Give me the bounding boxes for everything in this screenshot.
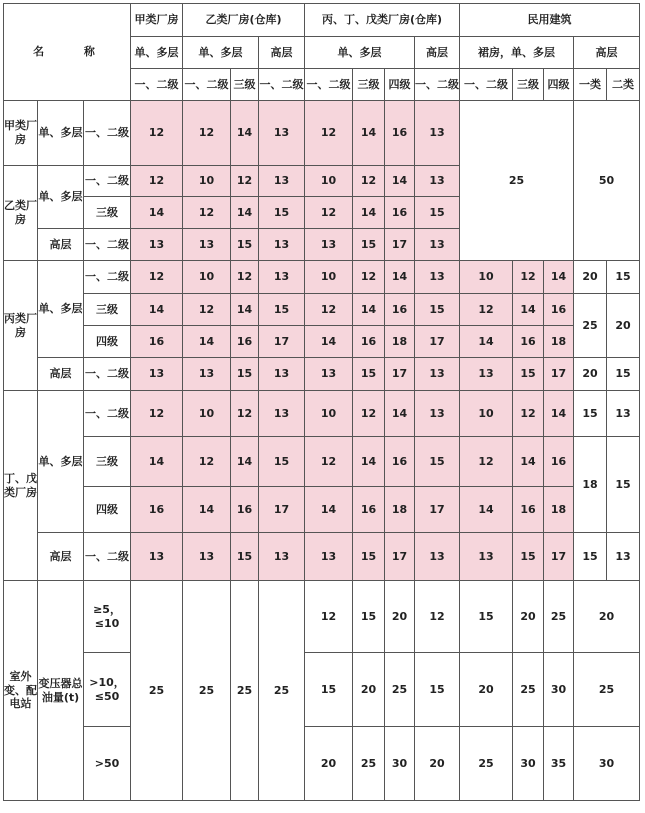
value-cell: 16 [231,326,259,358]
value-cell: 10 [305,166,353,197]
value-cell: 30 [385,727,415,801]
value-cell: 13 [305,229,353,261]
row-label-grade: 一、二级 [84,101,131,166]
value-cell: 14 [353,101,385,166]
value-cell: 12 [131,391,183,437]
value-cell: 14 [131,294,183,326]
merged-value-cell: 25 [131,581,183,801]
value-cell: 15 [460,581,513,653]
value-cell: 12 [305,437,353,487]
merged-value-cell: 25 [574,294,607,358]
class-header: 二类 [607,69,640,101]
value-cell: 14 [183,487,231,533]
row-label-oil: >50 [84,727,131,801]
value-cell: 12 [305,294,353,326]
value-cell: 13 [259,229,305,261]
value-cell: 13 [183,229,231,261]
value-cell: 20 [385,581,415,653]
value-cell: 25 [544,581,574,653]
value-cell: 12 [353,166,385,197]
value-cell: 14 [513,294,544,326]
value-cell: 13 [607,533,640,581]
value-cell: 12 [183,294,231,326]
value-cell: 12 [183,437,231,487]
value-cell: 12 [183,197,231,229]
value-cell: 14 [183,326,231,358]
value-cell: 13 [415,261,460,294]
table-row [4,533,640,581]
value-cell: 14 [231,101,259,166]
value-cell: 15 [259,437,305,487]
value-cell: 14 [513,437,544,487]
value-cell: 13 [305,358,353,391]
value-cell: 13 [259,391,305,437]
name-header: 名 称 [4,4,131,101]
row-label-grade: 一、二级 [84,166,131,197]
class-header: 一类 [574,69,607,101]
grade-header: 三级 [513,69,544,101]
value-cell: 16 [231,487,259,533]
value-cell: 14 [131,437,183,487]
value-cell: 18 [385,487,415,533]
value-cell: 14 [231,197,259,229]
row-label-grade: 四级 [84,326,131,358]
value-cell: 12 [231,166,259,197]
bing-high: 高层 [415,37,460,69]
table-row [4,653,640,727]
value-cell: 20 [513,581,544,653]
value-cell: 17 [259,487,305,533]
value-cell: 30 [544,653,574,727]
value-cell: 15 [415,294,460,326]
value-cell: 15 [353,358,385,391]
value-cell: 15 [305,653,353,727]
row-label-transformer: 变压器总油量(t) [38,581,84,801]
value-cell: 17 [415,326,460,358]
value-cell: 14 [305,326,353,358]
value-cell: 18 [385,326,415,358]
value-cell: 15 [574,391,607,437]
value-cell: 13 [415,391,460,437]
value-cell: 12 [415,581,460,653]
value-cell: 16 [513,326,544,358]
value-cell: 17 [385,358,415,391]
grade-header: 三级 [353,69,385,101]
value-cell: 15 [415,653,460,727]
table-row [4,437,640,487]
value-cell: 16 [385,197,415,229]
merged-value-cell: 50 [574,101,640,261]
value-cell: 15 [259,294,305,326]
row-label-grade: 四级 [84,487,131,533]
table-row [4,326,640,358]
table-row [4,727,640,801]
grade-header: 一、二级 [259,69,305,101]
value-cell: 25 [385,653,415,727]
row-label-floor: 高层 [38,229,84,261]
value-cell: 16 [385,437,415,487]
value-cell: 15 [607,261,640,294]
value-cell: 16 [353,326,385,358]
value-cell: 13 [460,358,513,391]
row-label-dingwu: 丁、戊类厂房 [4,391,38,581]
row-label-substation: 室外变、配电站 [4,581,38,801]
row-label-grade: 一、二级 [84,358,131,391]
value-cell: 14 [353,197,385,229]
value-cell: 12 [353,391,385,437]
value-cell: 15 [415,437,460,487]
value-cell: 13 [183,358,231,391]
row-label-jia: 甲类厂房 [4,101,38,166]
value-cell: 17 [259,326,305,358]
col-bing-header: 丙、丁、戊类厂房(仓库) [305,4,460,37]
jia-single-multi: 单、多层 [131,37,183,69]
value-cell: 20 [574,581,640,653]
row-label-floor: 高层 [38,533,84,581]
value-cell: 25 [460,727,513,801]
value-cell: 20 [574,358,607,391]
value-cell: 17 [385,533,415,581]
value-cell: 20 [415,727,460,801]
bing-single-multi: 单、多层 [305,37,415,69]
value-cell: 18 [544,487,574,533]
value-cell: 15 [353,229,385,261]
value-cell: 25 [574,653,640,727]
table-row [4,487,640,533]
value-cell: 17 [544,358,574,391]
row-label-floor: 单、多层 [38,261,84,358]
value-cell: 12 [131,261,183,294]
min-podium: 裙房，单、多层 [460,37,574,69]
value-cell: 13 [131,229,183,261]
col-jia-header: 甲类厂房 [131,4,183,37]
value-cell: 13 [131,533,183,581]
value-cell: 13 [259,533,305,581]
row-label-floor: 单、多层 [38,391,84,533]
value-cell: 12 [183,101,231,166]
value-cell: 12 [513,261,544,294]
value-cell: 15 [607,358,640,391]
merged-value-cell: 18 [574,437,607,533]
row-label-oil: >10，≤50 [84,653,131,727]
grade-header: 三级 [231,69,259,101]
value-cell: 30 [513,727,544,801]
merged-value-cell: 25 [183,581,231,801]
merged-value-cell: 25 [259,581,305,801]
value-cell: 10 [183,166,231,197]
value-cell: 10 [305,261,353,294]
value-cell: 17 [385,229,415,261]
value-cell: 12 [131,166,183,197]
row-label-grade: 三级 [84,197,131,229]
value-cell: 14 [385,391,415,437]
row-label-grade: 一、二级 [84,533,131,581]
value-cell: 13 [460,533,513,581]
value-cell: 20 [353,653,385,727]
value-cell: 10 [305,391,353,437]
row-label-floor: 高层 [38,358,84,391]
merged-value-cell: 20 [607,294,640,358]
value-cell: 18 [544,326,574,358]
min-high: 高层 [574,37,640,69]
value-cell: 13 [415,101,460,166]
value-cell: 10 [183,261,231,294]
header-row-1 [4,4,640,37]
row-label-grade: 三级 [84,437,131,487]
col-min-header: 民用建筑 [460,4,640,37]
value-cell: 14 [131,197,183,229]
merged-value-cell: 25 [460,101,574,261]
row-label-bing: 丙类厂房 [4,261,38,391]
grade-header: 一、二级 [415,69,460,101]
value-cell: 35 [544,727,574,801]
value-cell: 15 [415,197,460,229]
col-yi-header: 乙类厂房(仓库) [183,4,305,37]
value-cell: 25 [513,653,544,727]
value-cell: 14 [231,294,259,326]
value-cell: 16 [131,487,183,533]
grade-header: 四级 [385,69,415,101]
table-row [4,581,640,653]
fire-separation-table [3,3,640,801]
table-row [4,261,640,294]
row-label-floor: 单、多层 [38,101,84,166]
table-row [4,101,640,166]
value-cell: 12 [305,101,353,166]
merged-value-cell: 25 [231,581,259,801]
value-cell: 14 [385,166,415,197]
value-cell: 10 [460,261,513,294]
value-cell: 14 [353,294,385,326]
value-cell: 20 [460,653,513,727]
value-cell: 13 [415,358,460,391]
value-cell: 14 [231,437,259,487]
value-cell: 15 [353,581,385,653]
value-cell: 15 [231,229,259,261]
value-cell: 15 [513,358,544,391]
value-cell: 20 [305,727,353,801]
row-label-grade: 一、二级 [84,229,131,261]
row-label-oil: ≥5，≤10 [84,581,131,653]
value-cell: 13 [415,229,460,261]
value-cell: 12 [513,391,544,437]
row-label-grade: 一、二级 [84,391,131,437]
value-cell: 12 [460,294,513,326]
value-cell: 14 [305,487,353,533]
value-cell: 15 [513,533,544,581]
value-cell: 30 [574,727,640,801]
yi-high: 高层 [259,37,305,69]
value-cell: 14 [460,487,513,533]
value-cell: 15 [574,533,607,581]
value-cell: 16 [513,487,544,533]
value-cell: 25 [353,727,385,801]
value-cell: 12 [131,101,183,166]
grade-header: 一、二级 [460,69,513,101]
value-cell: 13 [259,101,305,166]
value-cell: 13 [183,533,231,581]
value-cell: 14 [385,261,415,294]
value-cell: 14 [544,391,574,437]
grade-header: 一、二级 [305,69,353,101]
yi-single-multi: 单、多层 [183,37,259,69]
value-cell: 13 [305,533,353,581]
row-label-grade: 一、二级 [84,261,131,294]
value-cell: 16 [353,487,385,533]
value-cell: 13 [415,533,460,581]
value-cell: 15 [353,533,385,581]
value-cell: 15 [259,197,305,229]
table-row [4,391,640,437]
grade-header: 一、二级 [131,69,183,101]
row-label-floor: 单、多层 [38,166,84,229]
value-cell: 16 [544,437,574,487]
value-cell: 15 [231,533,259,581]
grade-header: 一、二级 [183,69,231,101]
merged-value-cell: 15 [607,437,640,533]
value-cell: 10 [183,391,231,437]
value-cell: 17 [544,533,574,581]
value-cell: 12 [353,261,385,294]
row-label-grade: 三级 [84,294,131,326]
value-cell: 17 [415,487,460,533]
value-cell: 12 [460,437,513,487]
value-cell: 12 [231,261,259,294]
value-cell: 13 [415,166,460,197]
value-cell: 13 [259,261,305,294]
table-row [4,294,640,326]
value-cell: 13 [259,166,305,197]
value-cell: 16 [544,294,574,326]
value-cell: 13 [607,391,640,437]
grade-header: 四级 [544,69,574,101]
value-cell: 10 [460,391,513,437]
value-cell: 14 [460,326,513,358]
value-cell: 12 [231,391,259,437]
table-row [4,358,640,391]
value-cell: 20 [574,261,607,294]
value-cell: 16 [385,294,415,326]
value-cell: 12 [305,581,353,653]
value-cell: 13 [259,358,305,391]
value-cell: 14 [353,437,385,487]
value-cell: 12 [305,197,353,229]
value-cell: 16 [131,326,183,358]
value-cell: 14 [544,261,574,294]
value-cell: 13 [131,358,183,391]
value-cell: 15 [231,358,259,391]
value-cell: 16 [385,101,415,166]
row-label-yi: 乙类厂房 [4,166,38,261]
